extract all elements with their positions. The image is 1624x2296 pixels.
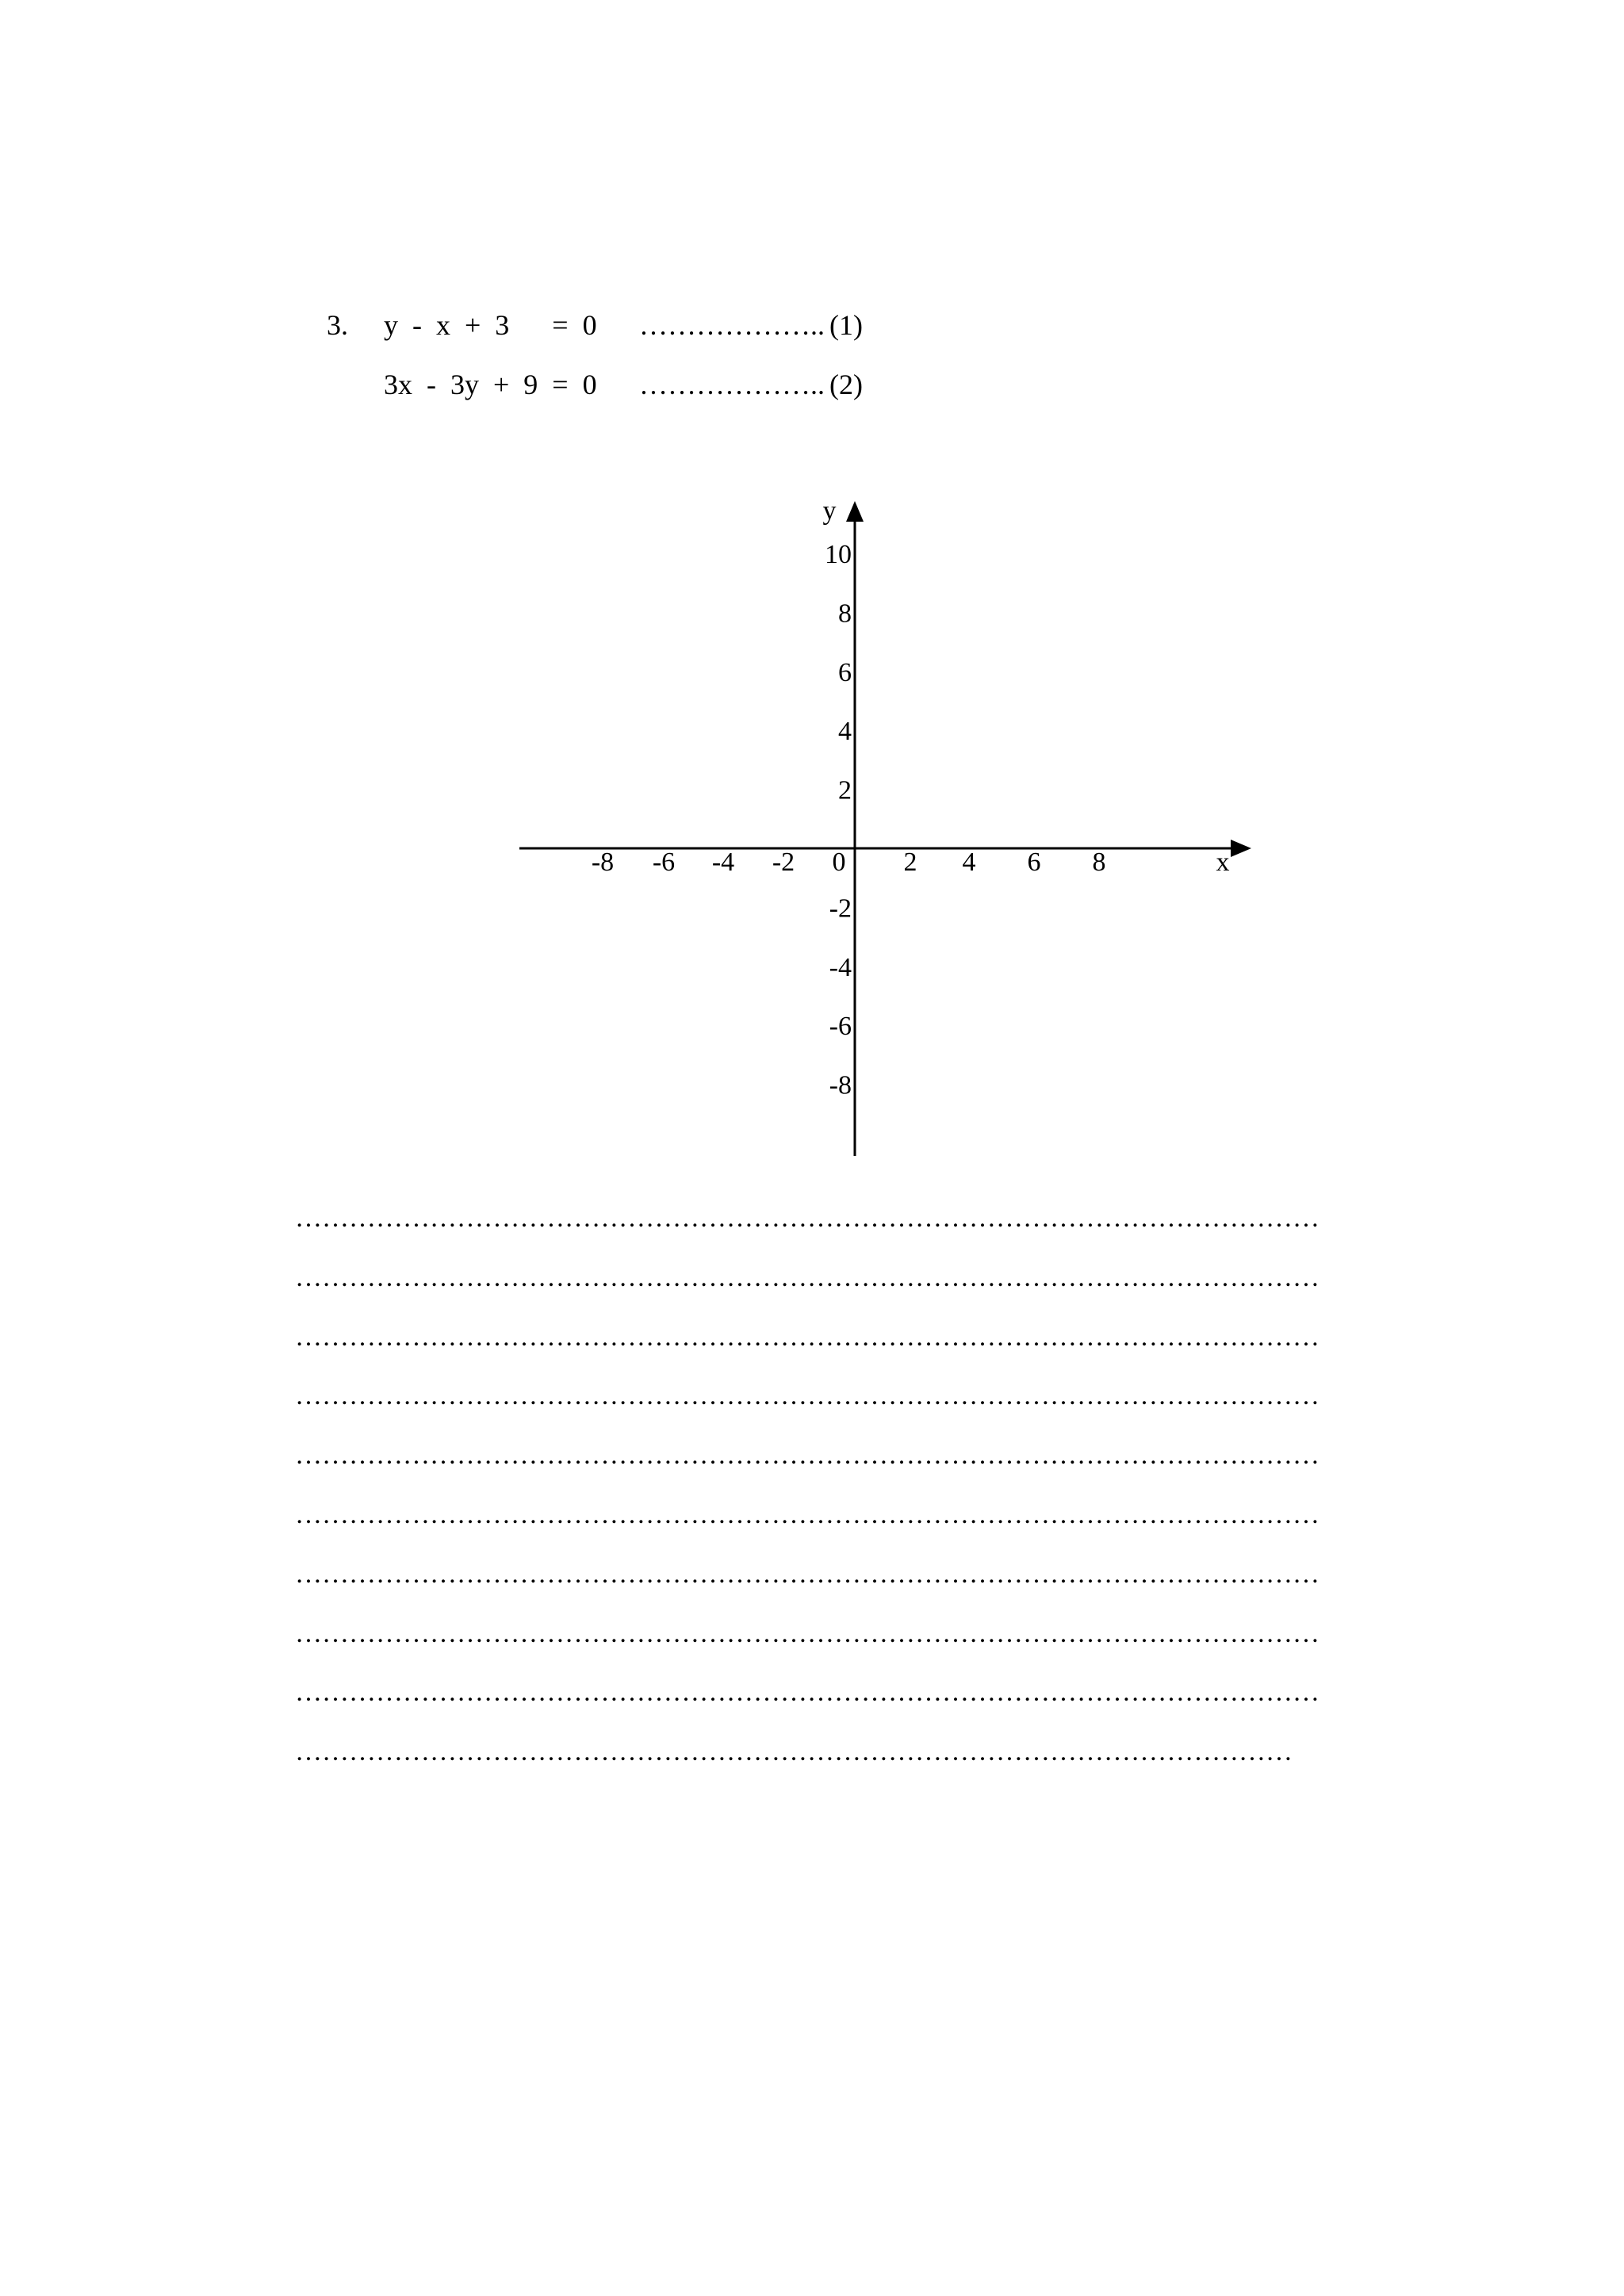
x-tick-label-4: 4 bbox=[962, 848, 976, 877]
answer-line: …………………………………………………………………………………………………… bbox=[295, 1323, 1320, 1351]
answer-line: …………………………………………………………………………………………………… bbox=[295, 1502, 1320, 1529]
x-tick-label-8: 8 bbox=[1092, 848, 1106, 877]
equation-2-leader: ……………….. bbox=[639, 369, 825, 400]
answer-line: …………………………………………………………………………………………………… bbox=[295, 1560, 1320, 1588]
answer-line: …………………………………………………………………………………………………… bbox=[295, 1264, 1320, 1292]
x-tick-label-neg6: -6 bbox=[652, 848, 676, 877]
x-axis-label: x bbox=[1216, 848, 1230, 877]
equation-1-expression: y - x + 3 = 0 bbox=[384, 309, 597, 341]
y-tick-label-6: 6 bbox=[838, 657, 852, 687]
x-tick-label-neg8: -8 bbox=[591, 848, 615, 877]
x-axis-arrow bbox=[1231, 840, 1251, 857]
y-tick-label-neg6: -6 bbox=[829, 1012, 852, 1042]
x-tick-label-neg2: -2 bbox=[772, 848, 795, 877]
y-tick-label-neg4: -4 bbox=[829, 952, 852, 982]
answer-line: …………………………………………………………………………………………………… bbox=[295, 1620, 1320, 1647]
equation-2-expression: 3x - 3y + 9 = 0 bbox=[384, 369, 597, 400]
x-tick-label-6: 6 bbox=[1027, 848, 1041, 877]
y-tick-label-neg2: -2 bbox=[829, 894, 852, 924]
x-tick-label-2: 2 bbox=[903, 848, 917, 877]
y-axis-label: y bbox=[822, 496, 837, 526]
equation-2-tag: (2) bbox=[829, 369, 863, 400]
answer-line: ………………………………………………………………………………………………… bbox=[295, 1739, 1293, 1766]
y-tick-label-neg8: -8 bbox=[829, 1070, 852, 1100]
y-tick-label-2: 2 bbox=[838, 775, 852, 806]
equation-1-leader: ……………….. bbox=[639, 309, 825, 341]
y-axis-arrow bbox=[846, 501, 864, 522]
answer-line: …………………………………………………………………………………………………… bbox=[295, 1205, 1320, 1232]
answer-line: …………………………………………………………………………………………………… bbox=[295, 1383, 1320, 1410]
answer-line: …………………………………………………………………………………………………… bbox=[295, 1679, 1320, 1707]
x-tick-label-neg4: -4 bbox=[711, 848, 735, 877]
answer-line: …………………………………………………………………………………………………… bbox=[295, 1442, 1320, 1470]
x-tick-label-0: 0 bbox=[832, 848, 846, 877]
y-tick-label-10: 10 bbox=[825, 540, 852, 569]
y-tick-label-4: 4 bbox=[838, 717, 852, 747]
question-number: 3. bbox=[327, 309, 348, 341]
y-tick-label-8: 8 bbox=[838, 599, 852, 629]
equation-1-tag: (1) bbox=[829, 309, 863, 341]
